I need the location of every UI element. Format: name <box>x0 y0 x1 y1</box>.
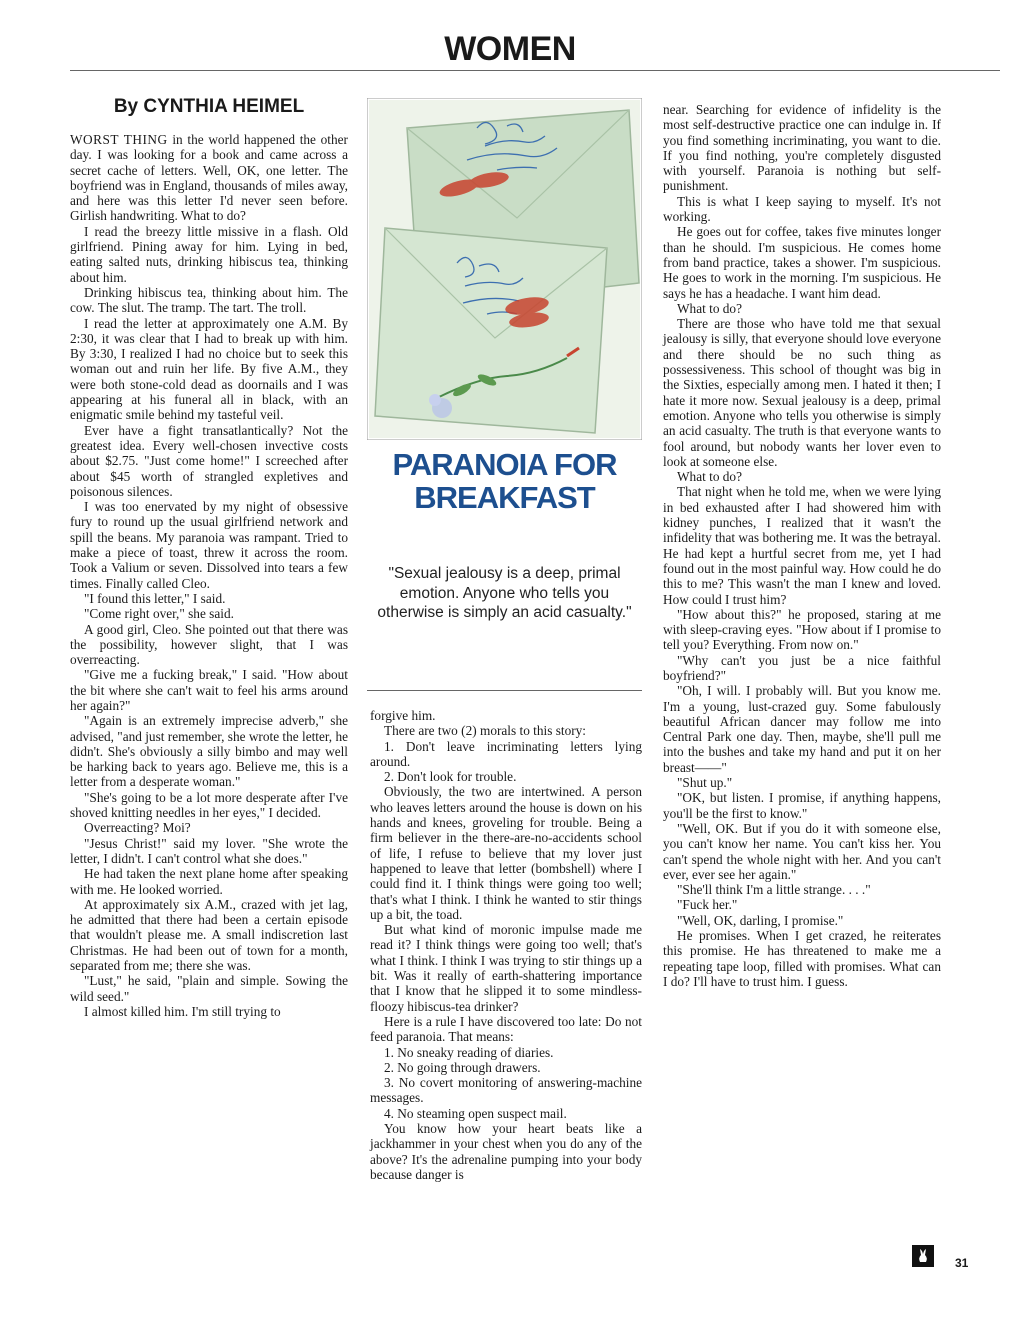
paragraph: "Give me a fucking break," I said. "How about the bit where she can't wait to feel his arms around her again?" <box>70 667 348 713</box>
paragraph: WORST THING in the world happened the other day. I was looking for a book and came across a secret cache of letters. Well, OK, one letter. The boyfriend was in England, thousands of miles away, and here was this letter I'd never seen before. Girlish handwriting. What to do? <box>70 132 348 224</box>
paragraph: "Lust," he said, "plain and simple. Sowing the wild seed." <box>70 973 348 1004</box>
paragraph: Ever have a fight transatlantically? Not the greatest idea. Every well-chosen invective costs about $2.75. "Just come home!" I screeched after about $45 worth of strangled expletives and poisonous silences. <box>70 422 348 499</box>
paragraph: forgive him. <box>370 708 436 723</box>
paragraph: "I found this letter," I said. <box>84 590 226 606</box>
text-column-3 <box>663 102 941 989</box>
paragraph: But what kind of moronic impulse made me read it? I think things were going too well; that's what I think. I think I was trying to stir things up a bit. Was it really of earth-shattering importance that I know that he slipped it to some mindless-floozy hibiscus-tea drinker? <box>370 922 642 1014</box>
paragraph: He promises. When I get crazed, he reiterates this promise. He has threatened to make me a repeating tape loop, filled with promises. What can I do? I'll have to trust him. I guess. <box>663 928 941 989</box>
paragraph: 4. No steaming open suspect mail. <box>384 1105 567 1121</box>
paragraph: I read the letter at approximately one A.M. By 2:30, it was clear that I had to break up with him. By 3:30, I realized I had no choice but to seek this woman out and ruin her life. By five A.M., they were both stone-cold dead as doornails and I was appearing at his funeral all in black, with an enigmatic smile behind my tasteful veil. <box>70 315 348 423</box>
paragraph: "Well, OK, darling, I promise." <box>677 912 844 928</box>
paragraph: A good girl, Cleo. She pointed out that there was the possibility, however slight, that I was overreacting. <box>70 621 348 668</box>
pull-quote-rule <box>367 690 642 691</box>
paragraph: 2. Don't look for trouble. <box>384 769 517 785</box>
paragraph: "Come right over," she said. <box>84 606 234 622</box>
paragraph: At approximately six A.M., crazed with jet lag, he admitted that there had been a certain episode that wouldn't please me. A small indiscretion last Christmas. He had been out of town for a month, separated from me; there she was. <box>70 896 348 974</box>
paragraph: "Well, OK. But if you do it with someone else, you can't know her name. You can't kiss her. You can't spend the whole night with her. And you can't ever, ever see her again." <box>663 820 941 882</box>
paragraph: "Oh, I will. I probably will. But you know me. I'm a young, lust-crazed guy. Some fabulously beautiful African dancer may follow me into Central Park one day. Then, maybe, she'll pull me into the bushes and take my hand and put it on her breast——" <box>663 683 941 775</box>
paragraph: "She's going to be a lot more desperate after I've shoved knitting needles in her eyes," I decided. <box>70 789 348 821</box>
paragraph: Here is a rule I have discovered too late: Do not feed paranoia. That means: <box>370 1013 642 1045</box>
paragraph: "Fuck her." <box>677 897 738 913</box>
envelope-illustration <box>367 98 642 440</box>
page-number: 31 <box>955 1256 969 1270</box>
pull-quote: "Sexual jealousy is a deep, primal emotion. Anyone who tells you otherwise is simply an acid casualty." <box>377 565 632 621</box>
paragraph: "How about this?" he proposed, staring at me with sleep-craving eyes. "How about if I promise to tell you? Everything. From now on." <box>663 606 941 653</box>
paragraph: "Why can't you just be a nice faithful boyfriend?" <box>663 652 941 683</box>
lead-in: WORST THING <box>70 132 168 147</box>
text-column-1 <box>70 132 348 1019</box>
paragraph: 2. No going through drawers. <box>384 1059 541 1075</box>
bunny-logo-icon <box>912 1245 934 1267</box>
paragraph: There are those who have told me that sexual jealousy is silly, that everyone should love everyone and there should be no such thing as possessiveness. This school of thought was big in the Sixties, especially among men. I hated it then; I hate it more now. Sexual jealousy is a deep, primal emotion. Anyone who tells you otherwise is simply an acid casualty. The truth is that everyone wants to fool around, but nobody wants her lover even to look at someone else. <box>663 316 941 469</box>
paragraph: "She'll think I'm a little strange. . . ." <box>677 882 871 898</box>
byline: By CYNTHIA HEIMEL <box>113 96 305 117</box>
envelope-front-icon <box>375 228 607 433</box>
paragraph: What to do? <box>677 300 742 316</box>
paragraph: You know how your heart beats like a jackhammer in your chest when you do any of the above? It's the adrenaline pumping into your body because danger is <box>370 1121 642 1182</box>
paragraph: This is what I keep saying to myself. It's not working. <box>663 193 941 225</box>
paragraph: He goes out for coffee, takes five minutes longer than he should. I'm suspicious. He comes home from band practice, takes a shower. I'm suspicious. He goes to work in the morning. I'm suspicious. He says he has a headache. I want him dead. <box>663 224 941 301</box>
paragraph: Drinking hibiscus tea, thinking about him. The cow. The slut. The tramp. The tart. The troll. <box>70 284 348 316</box>
paragraph: "Jesus Christ!" said my lover. "She wrote the letter, I didn't. I can't control what she does." <box>70 835 348 866</box>
paragraph: "Again is an extremely imprecise adverb," she advised, "and just remember, she wrote the letter, he didn't. She's obviously a silly bimbo and may well be harking back to years ago. Believe me, this is a letter from a desperate woman." <box>70 713 348 790</box>
paragraph: I was too enervated by my night of obsessive fury to round up the usual girlfriend network and spill the beans. My paranoia was rampant. Tried to make a piece of toast, threw it across the room. Took a Valium or seven. Dissolved into tears a few times. Finally called Cleo. <box>70 499 348 591</box>
paragraph: He had taken the next plane home after speaking with me. He looked worried. <box>70 866 348 897</box>
paragraph: 1. No sneaky reading of diaries. <box>384 1044 554 1060</box>
paragraph: There are two (2) morals to this story: <box>384 723 586 739</box>
header-rule <box>70 70 1000 71</box>
paragraph: near. Searching for evidence of infidelity is the most self-destructive practice one can indulge in. If you find something incriminating, you want to die. If you find nothing, you're completely disgusted with yourself. Paranoia is nothing but self-punishment. <box>663 102 941 194</box>
paragraph: I almost killed him. I'm still trying to <box>84 1003 281 1019</box>
paragraph: Overreacting? Moi? <box>84 820 191 836</box>
section-title: WOMEN <box>444 30 576 68</box>
paragraph: What to do? <box>677 469 742 485</box>
paragraph: Obviously, the two are intertwined. A person who leaves letters around the house is down on his hands and knees, groveling for trouble. Being a firm believer in the there-are-no-accidents school of life, I refuse to believe that my lover just happened to leave that letter (bombshell) where I could find it. I think things were going too well; that's what I think. I think he wanted to stir things up a bit, the toad. <box>370 784 642 922</box>
text-column-2 <box>370 708 642 1182</box>
article-title: PARANOIA FOR BREAKFAST <box>392 447 617 515</box>
paragraph: That night when he told me, when we were lying in bed exhausted after I had showered him with kidney punches, I realized that it wasn't the infidelity that was bothering me. It was the betrayal. He had kept a hurtful secret from me, yet I had found out in the most painful way. How could he do this to me? This wasn't the man I knew and loved. How could I trust him? <box>663 484 941 607</box>
paragraph: I read the breezy little missive in a flash. Old girlfriend. Pining away for him. Lying in bed, eating salted nuts, drinking hibiscus tea, thinking about him. <box>70 223 348 285</box>
paragraph: 1. Don't leave incriminating letters lying around. <box>370 738 642 769</box>
paragraph: 3. No covert monitoring of answering-machine messages. <box>370 1075 642 1106</box>
paragraph: "OK, but listen. I promise, if anything happens, you'll be the first to know." <box>663 790 941 821</box>
paragraph: "Shut up." <box>677 775 733 791</box>
